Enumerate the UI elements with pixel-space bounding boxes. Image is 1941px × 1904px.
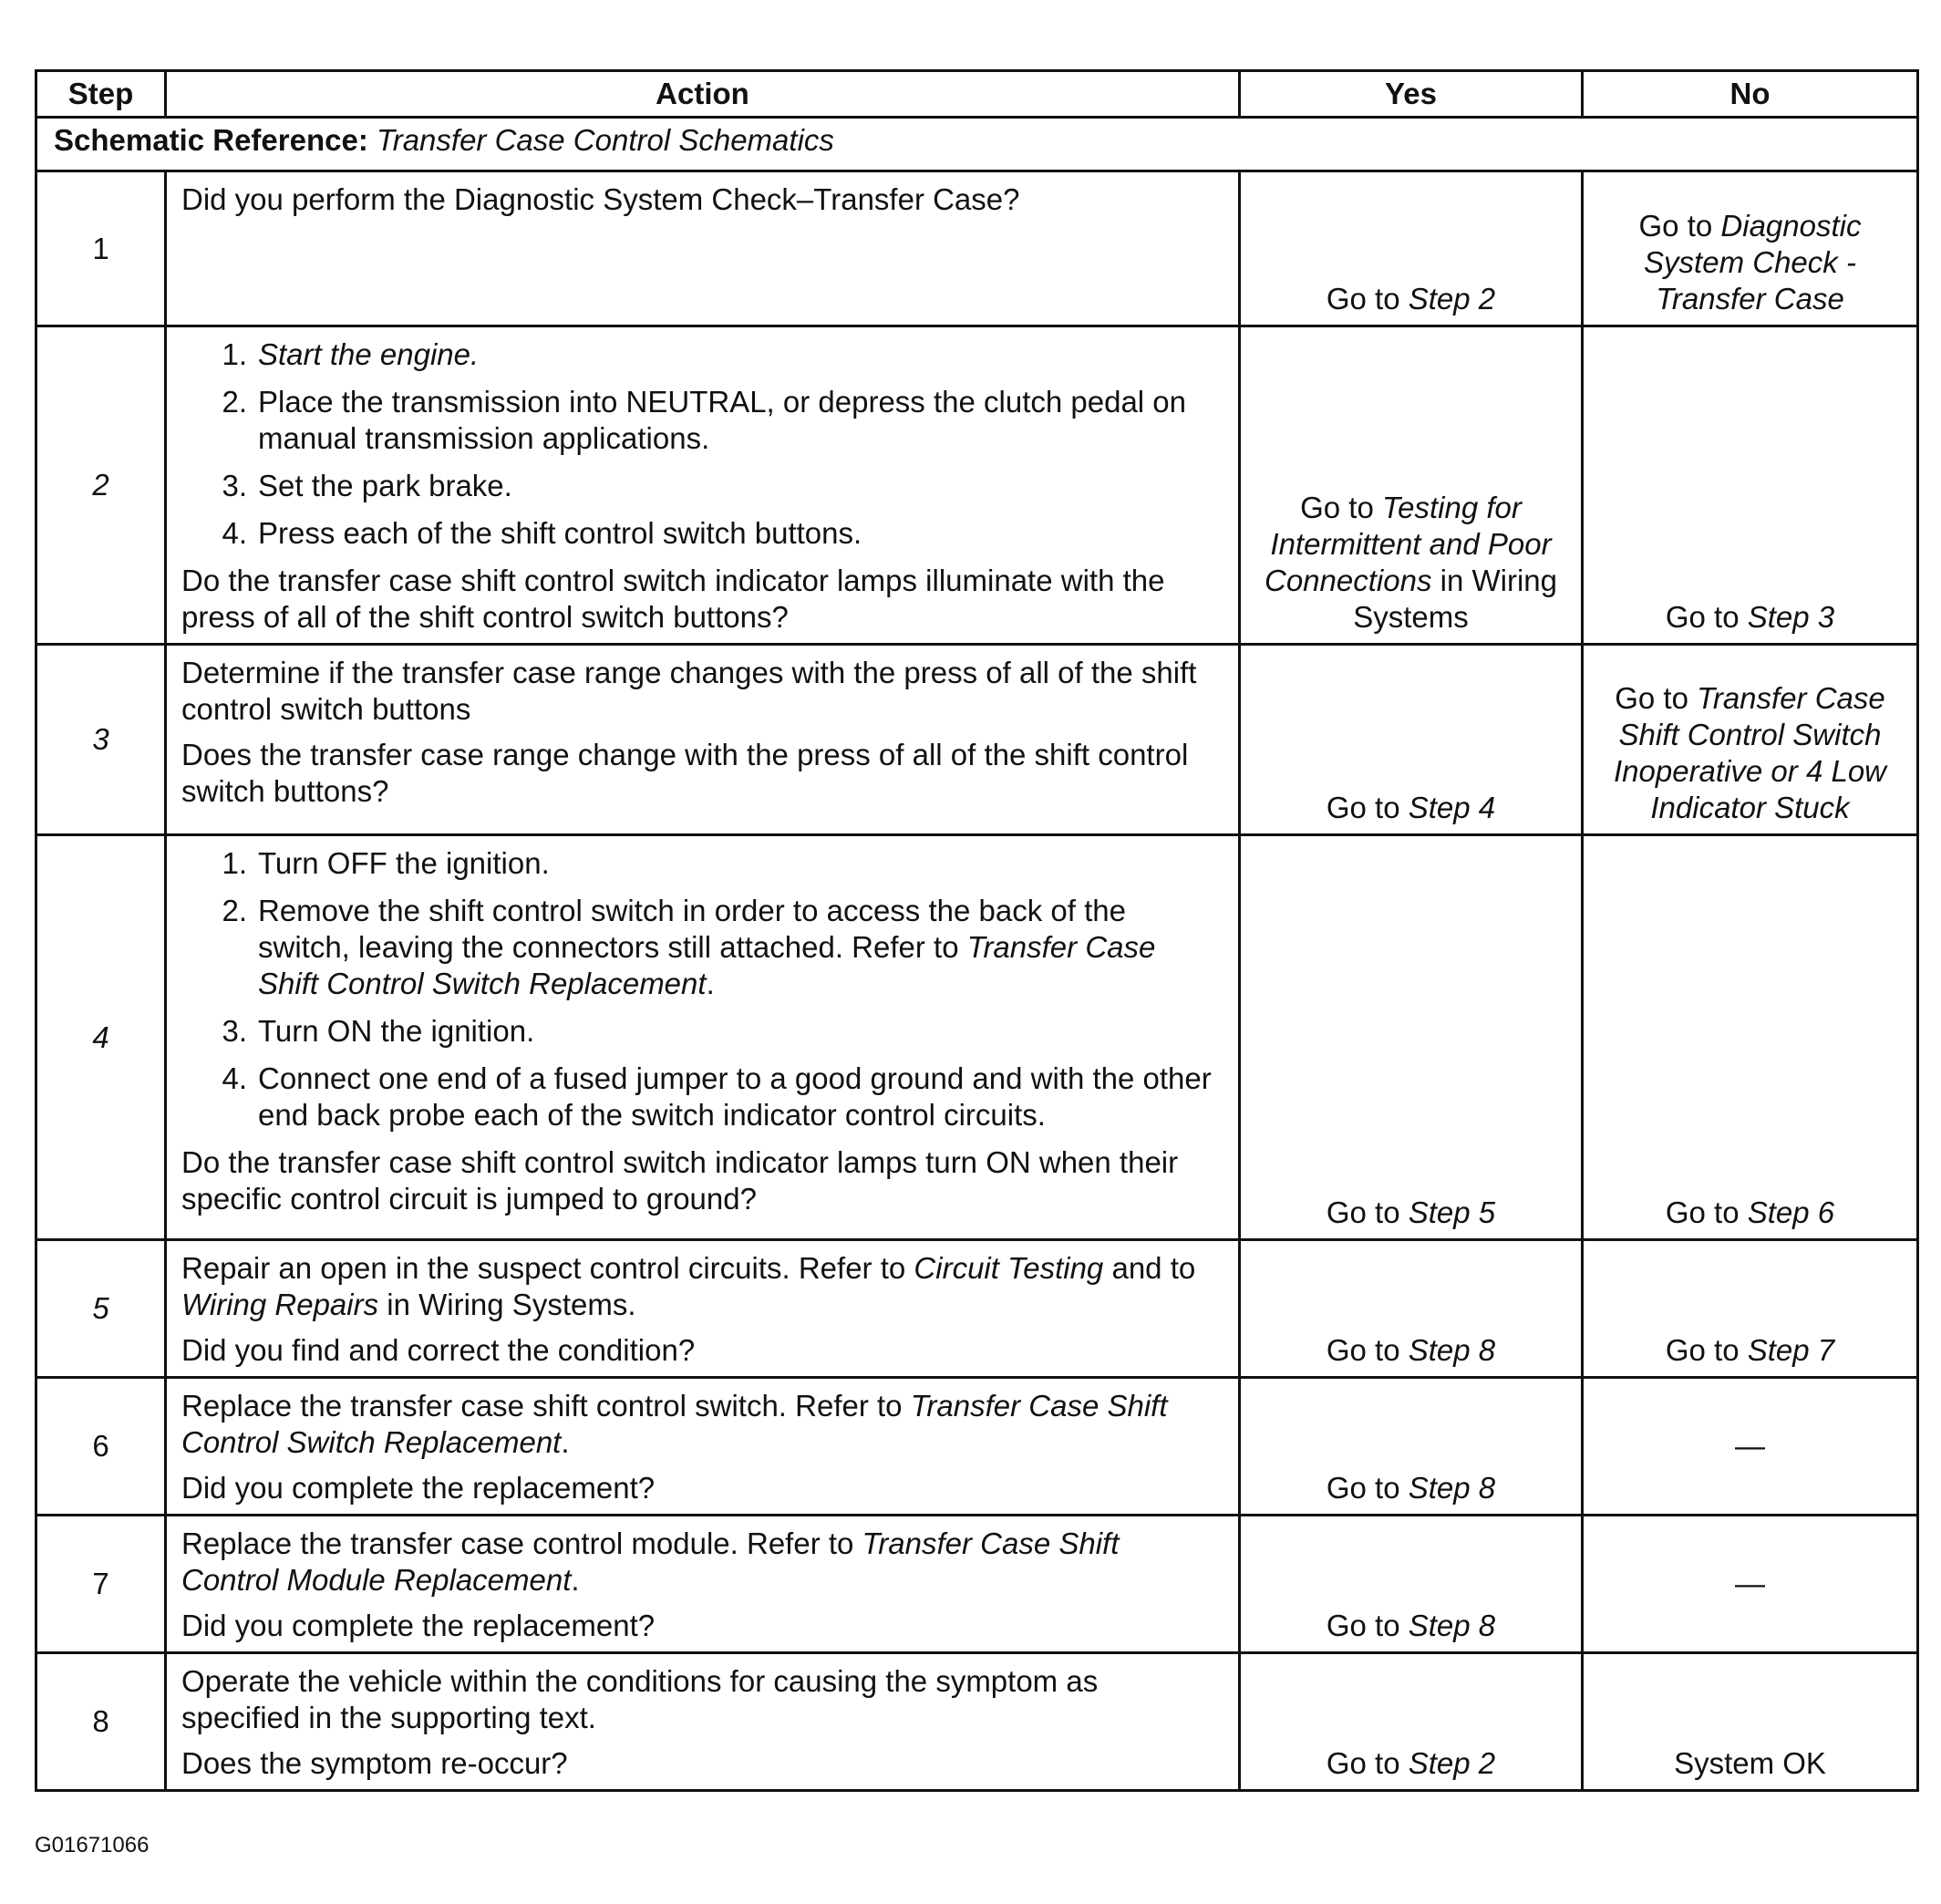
table-row — [36, 835, 1918, 1240]
plain-text: Go to — [1615, 681, 1698, 715]
plain-text: Go to — [1638, 209, 1721, 243]
header-step: Step — [36, 71, 166, 118]
no-result — [1583, 1653, 1918, 1791]
plain-text: Replace the transfer case shift control switch. Refer to — [181, 1389, 911, 1423]
action-cell — [166, 835, 1240, 1240]
plain-text: Did you perform the Diagnostic System Check–Transfer Case? — [181, 182, 1020, 216]
plain-text: Go to — [1326, 282, 1409, 316]
list-item — [211, 384, 1223, 457]
plain-text: — — [1735, 1429, 1765, 1463]
header-yes: Yes — [1240, 71, 1583, 118]
plain-text: Operate the vehicle within the conditions for causing the symptom as specified in the supporting text. — [181, 1664, 1099, 1734]
table-row — [36, 171, 1918, 326]
no-result — [1583, 326, 1918, 645]
plain-text: Determine if the transfer case range changes with the press of all of the shift control switch buttons — [181, 656, 1197, 726]
yes-result — [1240, 171, 1583, 326]
plain-text: Go to — [1326, 1195, 1409, 1229]
reference-text: Transfer Case Shift Control Module Replacement — [181, 1526, 1120, 1597]
plain-text: Does the transfer case range change with the press of all of the shift control switch buttons? — [181, 738, 1189, 808]
reference-text: Start the engine. — [258, 337, 480, 371]
action-paragraph — [181, 1470, 1223, 1506]
action-paragraph — [181, 1144, 1223, 1217]
action-paragraph — [181, 1663, 1223, 1736]
list-item — [211, 336, 1223, 373]
reference-text: Transfer Case Shift Control Switch Replacement — [258, 930, 1156, 1000]
action-paragraph — [181, 563, 1223, 636]
reference-text: Diagnostic System Check - Transfer Case — [1644, 209, 1862, 316]
action-steps-list — [181, 336, 1223, 552]
plain-text: in Wiring Systems. — [378, 1288, 636, 1321]
table-row — [36, 1240, 1918, 1378]
plain-text: . — [706, 967, 715, 1000]
action-cell — [166, 171, 1240, 326]
action-cell — [166, 1240, 1240, 1378]
plain-text: Press each of the shift control switch buttons. — [258, 516, 862, 550]
header-no: No — [1583, 71, 1918, 118]
reference-text: Step 2 — [1408, 282, 1496, 316]
plain-text: in Wiring Systems — [1353, 564, 1557, 634]
action-steps-list — [181, 845, 1223, 1133]
schematic-reference — [36, 118, 1918, 171]
yes-result — [1240, 835, 1583, 1240]
plain-text: Go to — [1326, 791, 1409, 824]
reference-text: Wiring Repairs — [181, 1288, 379, 1321]
action-paragraph — [181, 1608, 1223, 1644]
reference-text: Transfer Case Shift Control Switch Replacement — [181, 1389, 1168, 1459]
list-item-number: 3. — [222, 469, 247, 502]
reference-text: Step 6 — [1747, 1195, 1835, 1229]
plain-text: Did you complete the replacement? — [181, 1609, 656, 1642]
action-cell — [166, 326, 1240, 645]
plain-text: . — [571, 1563, 580, 1597]
plain-text: Connect one end of a fused jumper to a good ground and with the other end back probe each of the switch indicator control circuits. — [258, 1061, 1212, 1132]
list-item — [211, 1061, 1223, 1133]
plain-text: and to — [1103, 1251, 1196, 1285]
list-item — [211, 845, 1223, 882]
reference-text: Transfer Case Shift Control Switch Inoperative or 4 Low Indicator Stuck — [1613, 681, 1886, 824]
no-result — [1583, 171, 1918, 326]
reference-text: Step 8 — [1408, 1609, 1496, 1642]
diagnostic-table — [35, 69, 1919, 1792]
step-number: 7 — [36, 1516, 166, 1653]
list-item-number: 4. — [222, 516, 247, 550]
list-item — [211, 515, 1223, 552]
schematic-value: Transfer Case Control Schematics — [377, 123, 834, 157]
reference-text: Step 2 — [1408, 1746, 1496, 1780]
action-cell — [166, 645, 1240, 835]
list-item — [211, 1013, 1223, 1050]
plain-text: Set the park brake. — [258, 469, 512, 502]
action-paragraph — [181, 1526, 1223, 1599]
action-cell — [166, 1653, 1240, 1791]
plain-text: System OK — [1674, 1746, 1826, 1780]
plain-text: Does the symptom re-occur? — [181, 1746, 568, 1780]
action-paragraph — [181, 181, 1223, 218]
reference-text: Step 5 — [1408, 1195, 1496, 1229]
table-row — [36, 645, 1918, 835]
yes-result — [1240, 1378, 1583, 1516]
list-item — [211, 893, 1223, 1002]
plain-text: Go to — [1326, 1471, 1409, 1505]
plain-text: Do the transfer case shift control switch indicator lamps turn ON when their specific control circuit is jumped to ground? — [181, 1145, 1179, 1216]
step-number: 4 — [36, 835, 166, 1240]
action-paragraph — [181, 1388, 1223, 1461]
action-paragraph — [181, 1745, 1223, 1782]
no-result — [1583, 1378, 1918, 1516]
plain-text: Turn ON the ignition. — [258, 1014, 535, 1048]
step-number: 3 — [36, 645, 166, 835]
plain-text: Go to — [1326, 1746, 1409, 1780]
plain-text: Go to — [1326, 1609, 1409, 1642]
plain-text: . — [561, 1425, 570, 1459]
header-action: Action — [166, 71, 1240, 118]
reference-text: Step 3 — [1747, 600, 1835, 634]
list-item-number: 2. — [222, 894, 247, 927]
plain-text: — — [1735, 1567, 1765, 1600]
list-item-number: 2. — [222, 385, 247, 419]
table-row — [36, 326, 1918, 645]
reference-text: Testing for Intermittent and Poor Connections — [1265, 491, 1552, 597]
step-number: 2 — [36, 326, 166, 645]
no-result — [1583, 1240, 1918, 1378]
list-item-number: 1. — [222, 846, 247, 880]
schematic-label: Schematic Reference: — [54, 123, 368, 157]
yes-result — [1240, 645, 1583, 835]
yes-result — [1240, 326, 1583, 645]
action-paragraph — [181, 655, 1223, 728]
plain-text: Go to — [1665, 600, 1748, 634]
step-number: 8 — [36, 1653, 166, 1791]
plain-text: Turn OFF the ignition. — [258, 846, 550, 880]
reference-text: Step 7 — [1747, 1333, 1835, 1367]
list-item — [211, 468, 1223, 504]
action-paragraph — [181, 1332, 1223, 1369]
list-item-number: 4. — [222, 1061, 247, 1095]
table-body — [36, 118, 1918, 1791]
plain-text: Go to — [1326, 1333, 1409, 1367]
plain-text: Do the transfer case shift control switch indicator lamps illuminate with the press of all of the shift control switch buttons? — [181, 564, 1165, 634]
action-cell — [166, 1516, 1240, 1653]
plain-text: Place the transmission into NEUTRAL, or depress the clutch pedal on manual transmission applications. — [258, 385, 1187, 455]
action-paragraph — [181, 1250, 1223, 1323]
table-row — [36, 1378, 1918, 1516]
no-result — [1583, 645, 1918, 835]
plain-text: Did you find and correct the condition? — [181, 1333, 696, 1367]
table-row — [36, 1516, 1918, 1653]
plain-text: Did you complete the replacement? — [181, 1471, 656, 1505]
yes-result — [1240, 1516, 1583, 1653]
plain-text: Go to — [1300, 491, 1382, 524]
figure-id: G01671066 — [35, 1833, 150, 1857]
step-number: 1 — [36, 171, 166, 326]
reference-text: Step 8 — [1408, 1471, 1496, 1505]
step-number: 5 — [36, 1240, 166, 1378]
action-cell — [166, 1378, 1240, 1516]
plain-text: Repair an open in the suspect control circuits. Refer to — [181, 1251, 914, 1285]
table-row — [36, 1653, 1918, 1791]
no-result — [1583, 1516, 1918, 1653]
reference-text: Step 8 — [1408, 1333, 1496, 1367]
header-row — [36, 71, 1918, 118]
action-paragraph — [181, 737, 1223, 810]
plain-text: Go to — [1665, 1195, 1748, 1229]
step-number: 6 — [36, 1378, 166, 1516]
no-result — [1583, 835, 1918, 1240]
reference-text: Circuit Testing — [914, 1251, 1104, 1285]
plain-text: Replace the transfer case control module. Refer to — [181, 1526, 862, 1560]
list-item-number: 3. — [222, 1014, 247, 1048]
schematic-reference-row — [36, 118, 1918, 171]
yes-result — [1240, 1653, 1583, 1791]
plain-text: Go to — [1665, 1333, 1748, 1367]
yes-result — [1240, 1240, 1583, 1378]
plain-text: Remove the shift control switch in order to access the back of the switch, leaving the connectors still attached. Refer to — [258, 894, 1126, 964]
list-item-number: 1. — [222, 337, 247, 371]
reference-text: Step 4 — [1408, 791, 1496, 824]
